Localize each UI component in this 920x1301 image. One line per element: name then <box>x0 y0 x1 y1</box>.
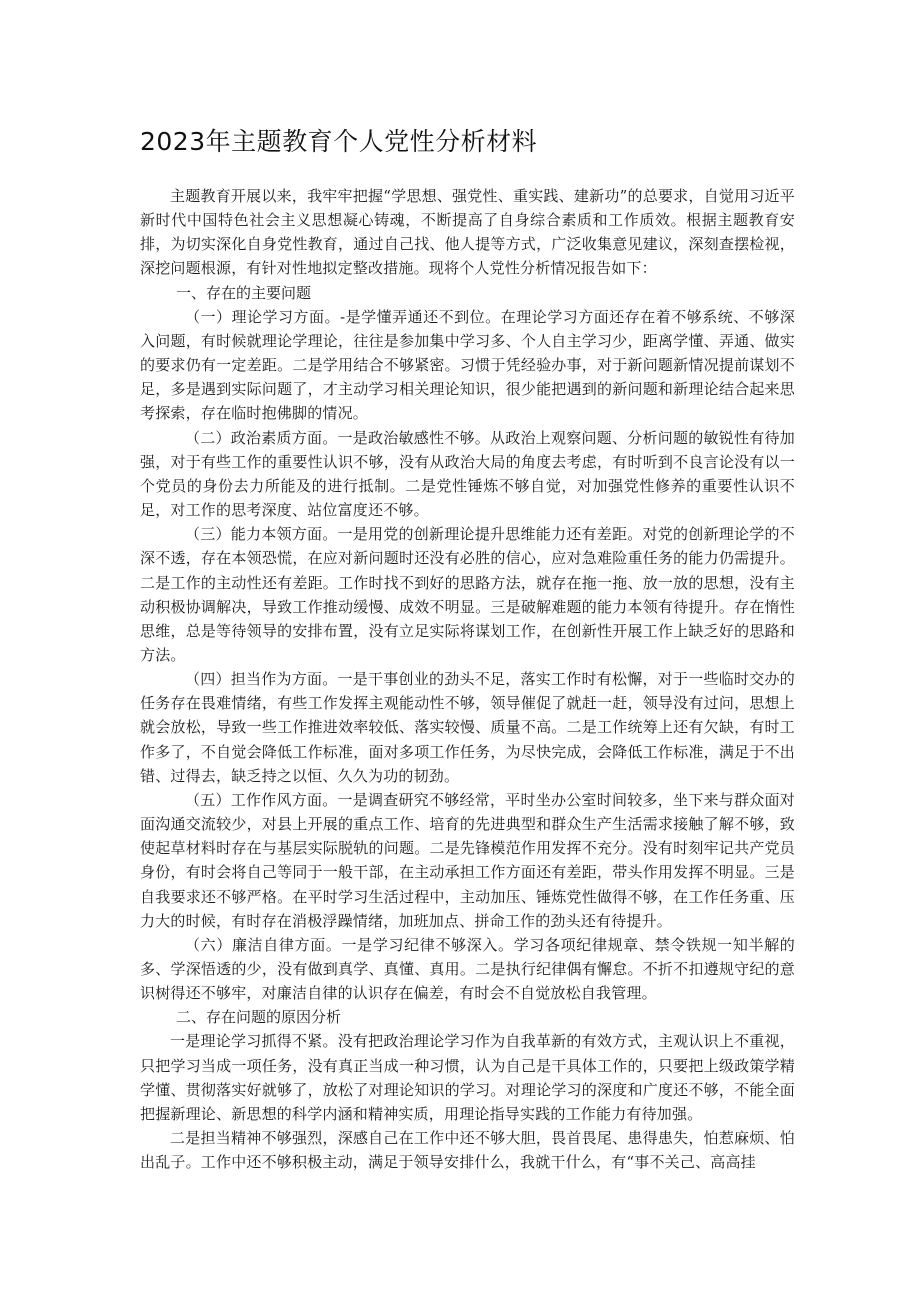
problem-theory-study: （一）理论学习方面。-是学懂弄通还不到位。在理论学习方面还存在着不够系统、不够深入问题，有时候就理论学理论，往往是参加集中学习多、个人自主学习少，距离学懂、弄通、做实的要求仍有一定差距。二是学用结合不够紧密。习惯于凭经验办事，对于新问题新情况提前谋划不足，多是遇到实际问题了，才主动学习相关理论知识，很少能把遇到的新问题和新理论结合起来思考探索，存在临时抱佛脚的情况。 <box>140 307 795 423</box>
document-page <box>140 122 795 1174</box>
problem-ability: （三）能力本领方面。一是用党的创新理论提升思维能力还有差距。对党的创新理论学的不深不透，存在本领恐慌，在应对新问题时还没有必胜的信心，应对急难险重任务的能力仍需提升。二是工作的主动性还有差距。工作时找不到好的思路方法，就存在拖一拖、放一放的思想，没有主动积极协调解决，导致工作推动缓慢、成效不明显。三是破解难题的能力本领有待提升。存在惰性思维，总是等待领导的安排布置，没有立足实际将谋划工作，在创新性开展工作上缺乏好的思路和方法。 <box>140 525 795 664</box>
section-heading-causes: 二、存在问题的原因分析 <box>176 1008 342 1027</box>
problem-work-style: （五）工作作风方面。一是调查研究不够经常，平时坐办公室时间较多，坐下来与群众面对面沟通交流较少，对县上开展的重点工作、培育的先进典型和群众生产生活需求接触了解不够，致使起草材料时存在与基层实际脱轨的问题。二是先锋模范作用发挥不充分。没有时刻牢记共产党员身份，有时会将自己等同于一般干部，在主动承担工作方面还有差距，带头作用发挥不明显。三是自我要求还不够严格。在平时学习生活过程中，主动加压、锤炼党性做得不够，在工作任务重、压力大的时候，有时存在消极浮躁情绪，加班加点、拼命工作的劲头还有待提升。 <box>140 790 795 930</box>
problem-political-quality: （二）政治素质方面。一是政治敏感性不够。从政治上观察问题、分析问题的敏锐性有待加强，对于有些工作的重要性认识不够，没有从政治大局的角度去考虑，有时听到不良言论没有以一个党员的身份去力所能及的进行抵制。二是党性锤炼不够自觉，对加强党性修养的重要性认识不足，对工作的思考深度、站位富度还不够。 <box>140 428 795 520</box>
problem-integrity: （六）廉洁自律方面。一是学习纪律不够深入。学习各项纪律规章、禁令铁规一知半解的多、学深悟透的少，没有做到真学、真懂、真用。二是执行纪律偶有懈怠。不折不扣遵规守纪的意识树得还不够牢，对廉洁自律的认识存在偏差，有时会不自觉放松自我管理。 <box>140 935 795 1003</box>
section-heading-problems: 一、存在的主要问题 <box>176 283 312 302</box>
document-title: 2023年主题教育个人党性分析材料 <box>140 127 538 156</box>
intro-paragraph: 主题教育开展以来，我牢牢把握“学思想、强党性、重实践、建新功”的总要求，自觉用习近平新时代中国特色社会主义思想凝心铸魂，不断提高了自身综合素质和工作质效。根据主题教育安排，为切实深化自身党性教育，通过自己找、他人提等方式，广泛收集意见建议，深刻查摆检视，深挖问题根源，有针对性地拟定整改措施。现将个人党性分析情况报告如下： <box>140 187 795 278</box>
cause-theory-study: 一是理论学习抓得不紧。没有把政治理论学习作为自我革新的有效方式，主观认识上不重视，只把学习当成一项任务，没有真正当成一种习惯，认为自己是干具体工作的，只要把上级政策学精学懂、贯彻落实好就够了，放松了对理论知识的学习。对理论学习的深度和广度还不够，不能全面把握新理论、新思想的科学内涵和精神实质，用理论指导实践的工作能力有待加强。 <box>140 1032 795 1123</box>
problem-responsibility: （四）担当作为方面。一是干事创业的劲头不足，落实工作时有松懈，对于一些临时交办的任务存在畏难情绪，有些工作发挥主观能动性不够，领导催促了就赶一赶，领导没有过问，思想上就会放松，导致一些工作推进效率较低、落实较慢、质量不高。二是工作统筹上还有欠缺，有时工作多了，不自觉会降低工作标准，面对多项工作任务，为尽快完成，会降低工作标准，满足于不出错、过得去，缺乏持之以恒、久久为功的韧劲。 <box>140 670 795 785</box>
cause-responsibility: 二是担当精神不够强烈，深感自己在工作中还不够大胆，畏首畏尾、患得患失，怕惹麻烦、怕出乱子。工作中还不够积极主动，满足于领导安排什么，我就干什么，有“事不关己、高高挂 <box>140 1129 795 1172</box>
